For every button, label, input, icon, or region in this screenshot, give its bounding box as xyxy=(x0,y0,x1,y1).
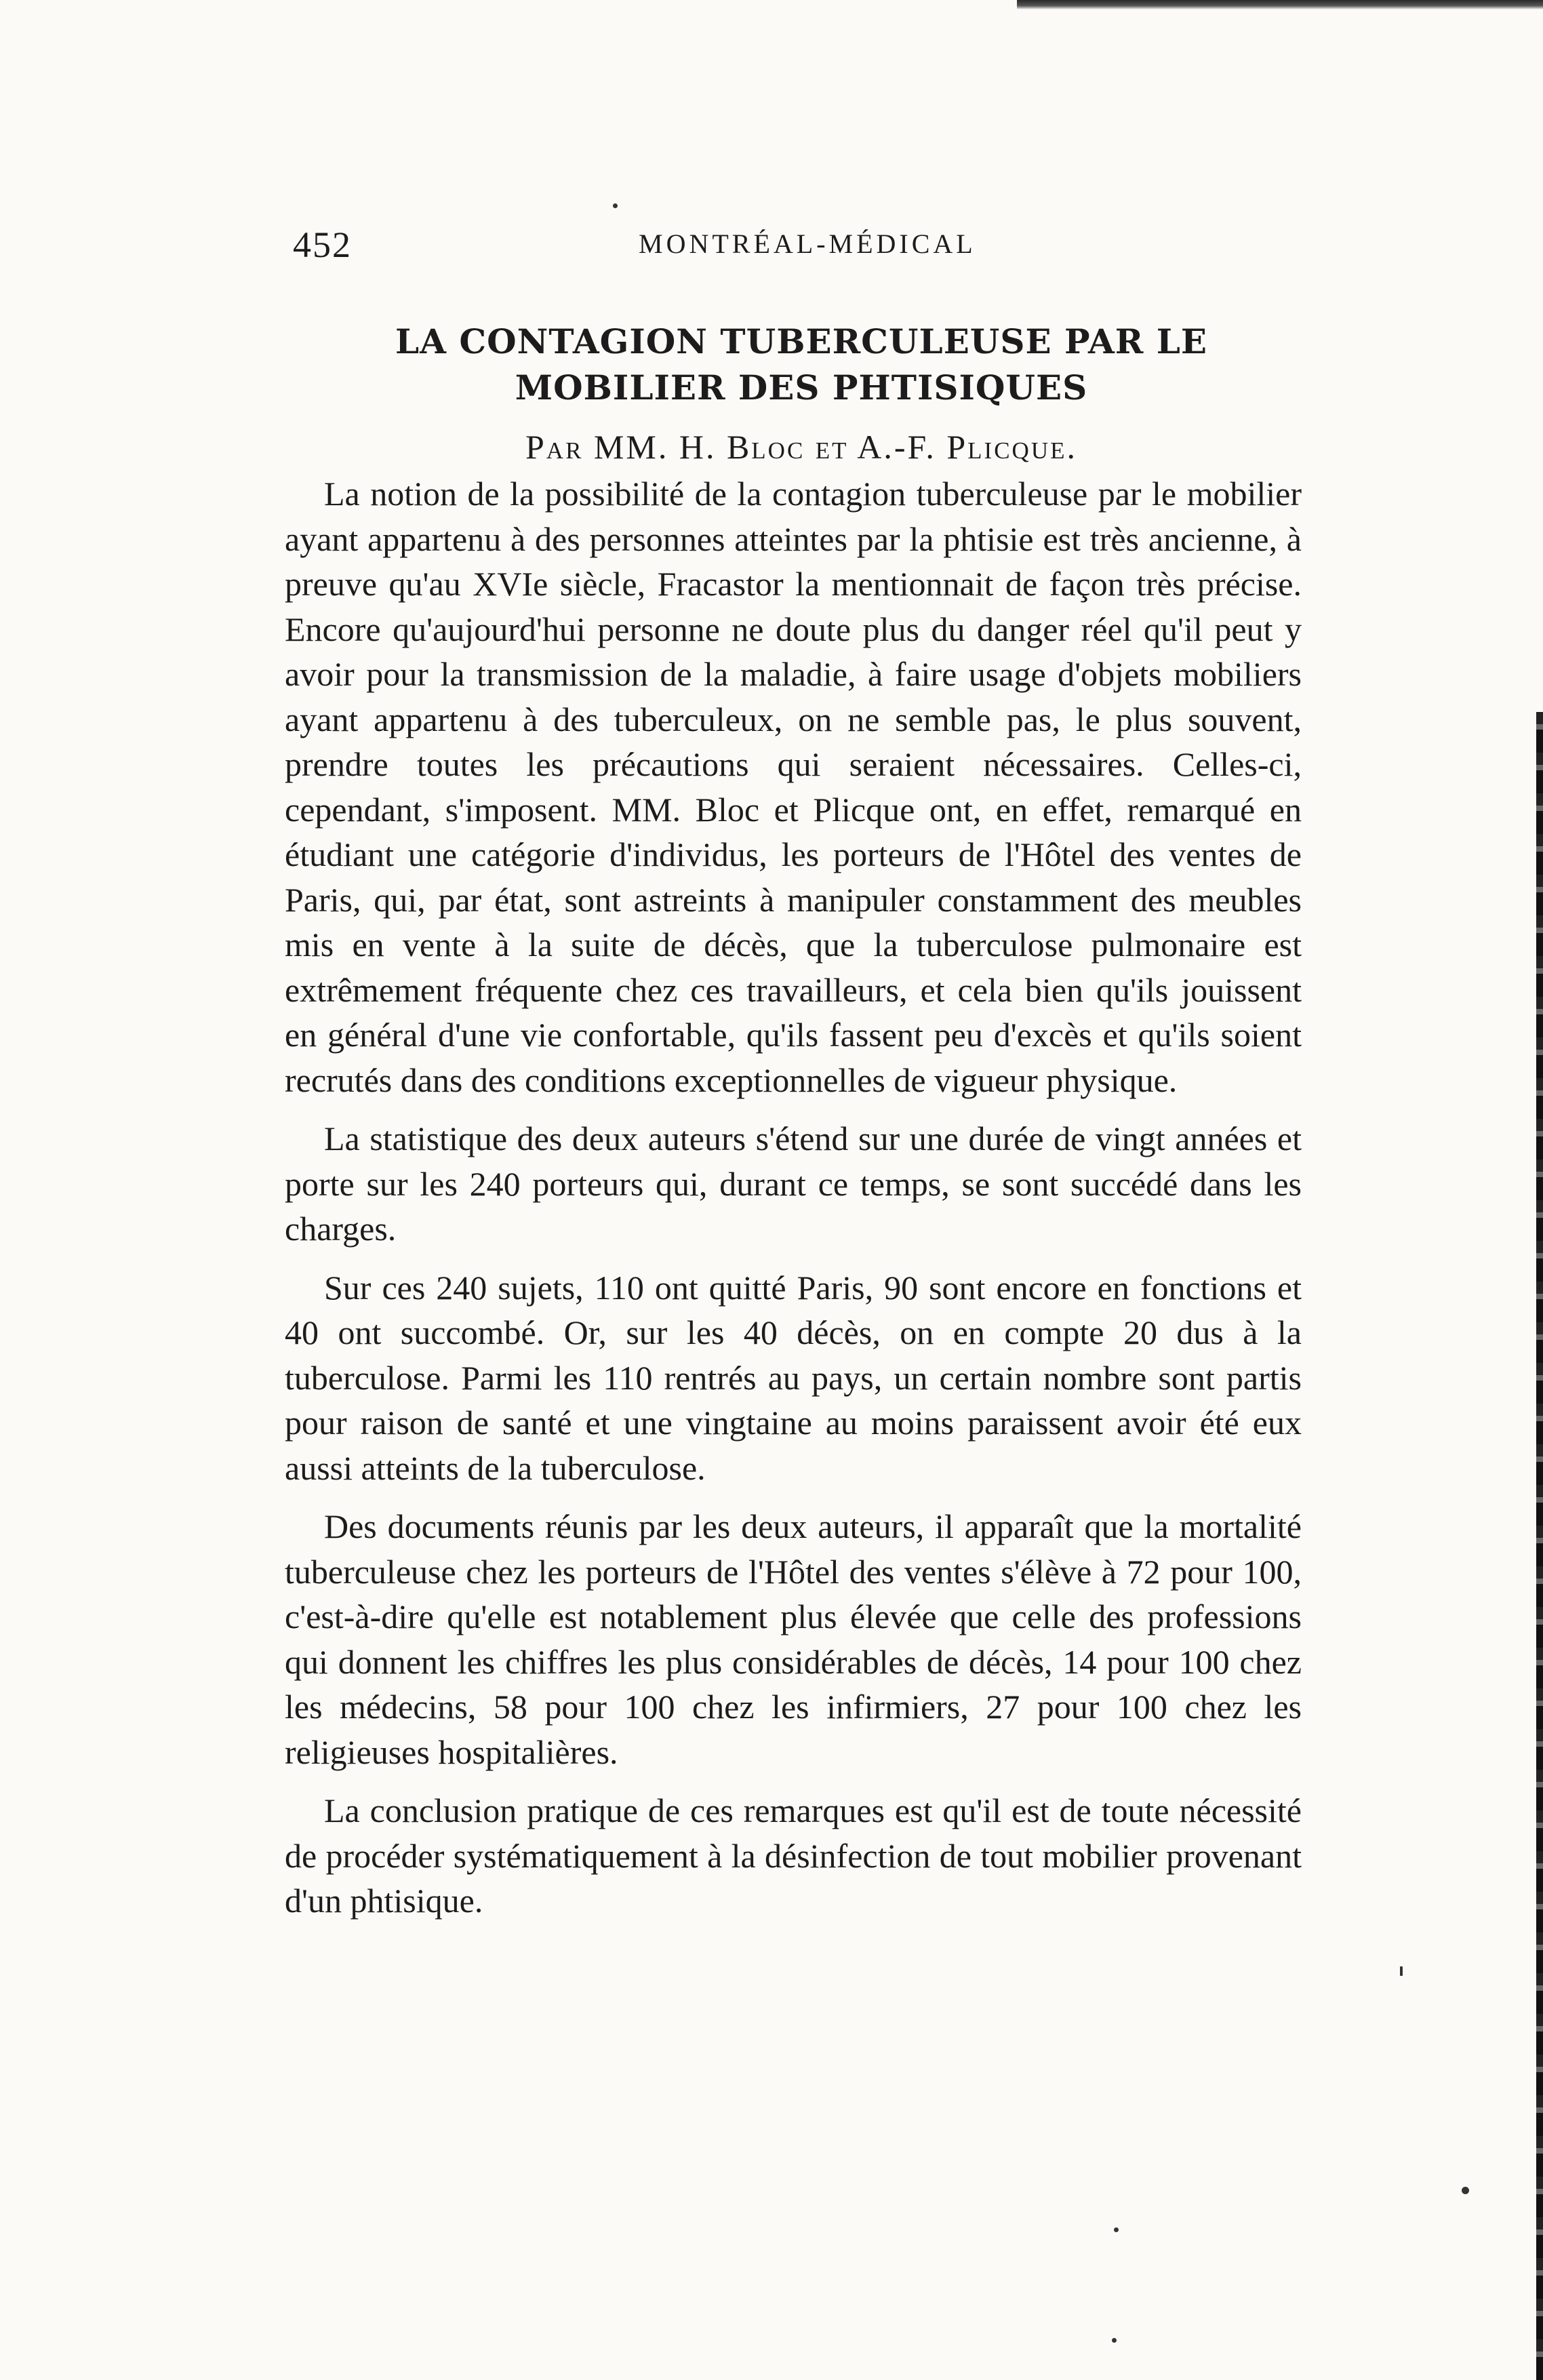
paragraph: La conclusion pratique de ces remarques est qu'il est de toute nécessité de procéder systématiquement à la désinfection de tout mobilier provenant d'un phtisique. xyxy=(285,1791,1302,1920)
scan-edge-top xyxy=(1017,0,1543,9)
scan-speck xyxy=(1400,1966,1403,1976)
scan-speck xyxy=(613,203,618,208)
running-head xyxy=(293,224,1296,271)
paragraph: Sur ces 240 sujets, 110 ont quitté Paris, 90 sont encore en fonctions et 40 ont succombé. Or, sur les 40 décès, on en compte 20 dus à la tuberculose. Parmi les 110 rentrés au pays, un certain nombre sont partis pour raison de santé et une vingtaine au moins paraissent avoir été eux aussi atteints de la tuberculose. xyxy=(285,1268,1302,1487)
paragraph: La statistique des deux auteurs s'étend sur une durée de vingt années et porte sur les 240 porteurs qui, durant ce temps, se sont succédé dans les charges. xyxy=(285,1119,1302,1248)
scan-speck xyxy=(1112,2338,1117,2343)
article-body xyxy=(285,471,1302,1937)
paragraph: La notion de la possibilité de la contagion tuberculeuse par le mobilier ayant appartenu à des personnes atteintes par la phtisie est très ancienne, à preuve qu'au XVIe siècle, Fracastor la mentionnait de façon très précise. Encore qu'aujourd'hui personne ne doute plus du danger réel qu'il peut y avoir pour la transmission de la maladie, à faire usage d'objets mobiliers ayant appartenu à des tuberculeux, on ne semble pas, le plus souvent, prendre toutes les précautions qui seraient nécessaires. Celles-ci, cependant, s'imposent. MM. Bloc et Plicque ont, en effet, remarqué en étudiant une catégorie d'individus, les porteurs de l'Hôtel des ventes de Paris, qui, par état, sont astreints à manipuler constamment des meubles mis en vente à la suite de décès, que la tuberculose pulmonaire est extrêmement fréquente chez ces travailleurs, et cela bien qu'ils jouissent en général d'une vie confortable, qu'ils fassent peu d'excès et qu'ils soient recrutés dans des conditions exceptionnelles de vigueur physique. xyxy=(285,475,1302,1099)
scan-speck xyxy=(1114,2227,1119,2232)
scan-speck xyxy=(1462,2187,1469,2194)
paragraph: Des documents réunis par les deux auteurs, il apparaît que la mortalité tuberculeuse chez les porteurs de l'Hôtel des ventes s'élève à 72 pour 100, c'est-à-dire qu'elle est notablement plus élevée que celle des professions qui donnent les chiffres les plus considérables de décès, 14 pour 100 chez les médecins, 58 pour 100 chez les infirmiers, 27 pour 100 chez les religieuses hospitalières. xyxy=(285,1507,1302,1771)
page-number: 452 xyxy=(293,224,352,265)
article-byline: Par MM. H. Bloc et A.-F. Plicque. xyxy=(525,428,1077,466)
article-title: LA CONTAGION TUBERCULEUSE PAR LE MOBILIER DES PHTISIQUES xyxy=(395,321,1208,408)
scan-edge-right xyxy=(1536,712,1543,2380)
journal-title: MONTRÉAL-MÉDICAL xyxy=(639,229,976,259)
